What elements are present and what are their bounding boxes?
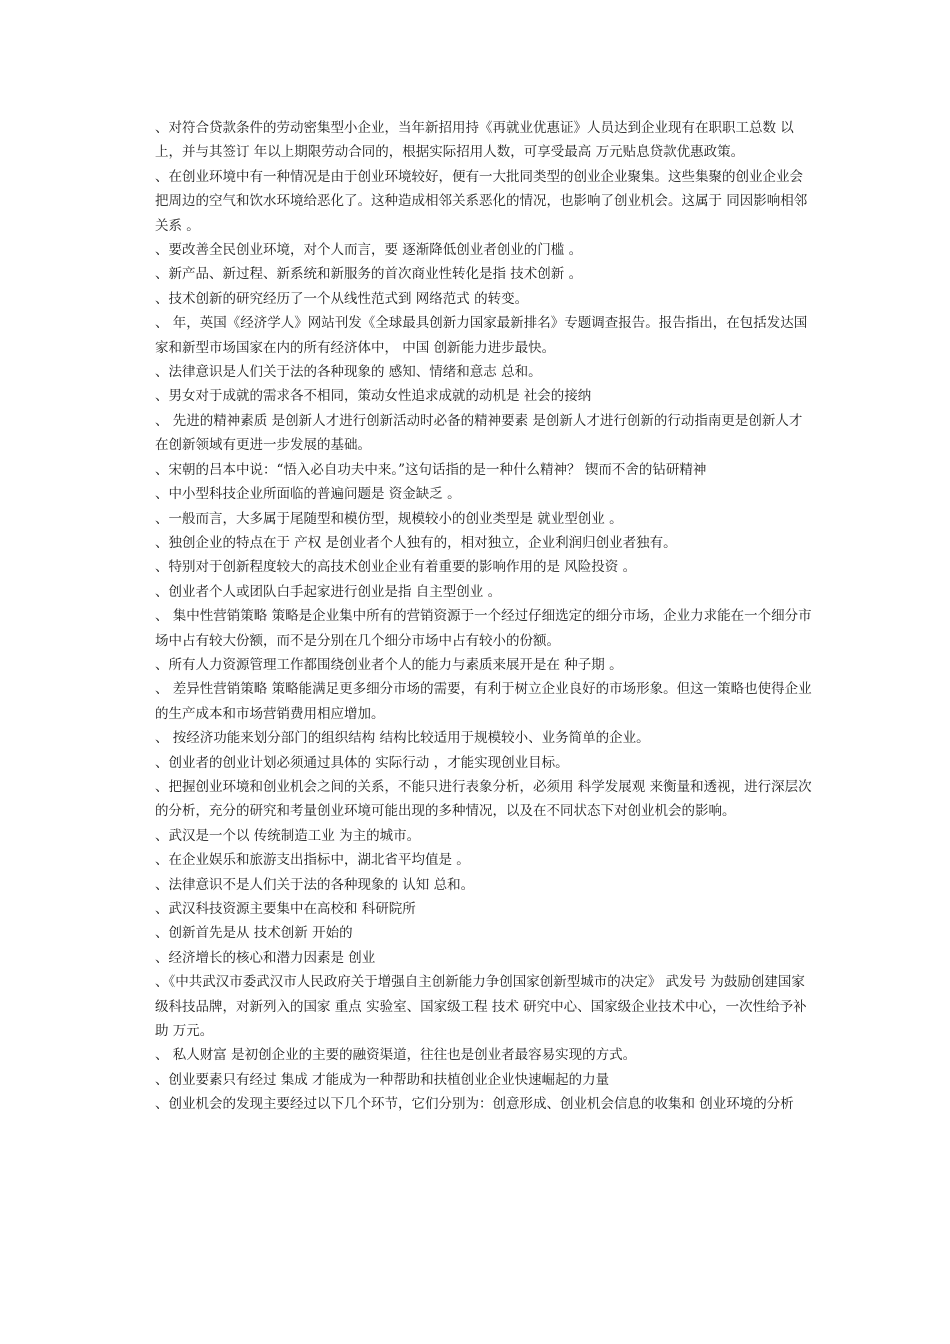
item-text: 、创业者个人或团队白手起家进行创业是指 自主型创业 。 [155,583,502,600]
item-text: 、武汉是一个以 传统制造工业 为主的城市。 [155,827,421,844]
list-item [155,165,815,238]
list-item [155,360,815,384]
list-item [155,458,815,482]
item-text: 、新产品、新过程、新系统和新服务的首次商业性转化是指 技术创新 。 [155,266,583,283]
item-text: 、创业机会的发现主要经过以下几个环节，它们分别为：创意形成、创业机会信息的收集和 创业环境的分析 [155,1096,794,1113]
list-item [155,970,815,1043]
item-text: 、法律意识不是人们关于法的各种现象的 认知 总和。 [155,876,475,893]
list-item [155,604,815,653]
list-item [155,873,815,897]
item-text: 、要改善全民创业环境，对个人而言，要 逐渐降低创业者创业的门槛 。 [155,242,583,259]
item-text: 、宋朝的吕本中说：“悟入必自功夫中来。”这句话指的是一种什么精神？ 锲而不舍的钻研精神 [155,461,707,478]
item-text: 、法律意识是人们关于法的各种现象的 感知、情绪和意志 总和。 [155,364,542,381]
list-item [155,384,815,408]
list-item [155,580,815,604]
list-item [155,531,815,555]
list-item [155,775,815,824]
item-text: 、 差异性营销策略 策略能满足更多细分市场的需要，有利于树立企业良好的市场形象。但这一策略也使得企业的生产成本和市场营销费用相应增加。 [155,681,812,722]
list-item [155,848,815,872]
item-text: 、所有人力资源管理工作都围绕创业者个人的能力与素质来展开是在 种子期 。 [155,656,623,673]
item-text: 、 集中性营销策略 策略是企业集中所有的营销资源于一个经过仔细选定的细分市场，企业力求能在一个细分市场中占有较大份额，而不是分别在几个细分市场中占有较小的份额。 [155,608,812,649]
item-text: 、武汉科技资源主要集中在高校和 科研院所 [155,901,416,917]
item-text: 、创新首先是从 技术创新 开始的 [155,925,353,942]
item-text: 、独创企业的特点在于 产权 是创业者个人独有的，相对独立，企业利润归创业者独有。 [155,534,677,551]
list-item [155,897,815,921]
item-text: 、把握创业环境和创业机会之间的关系，不能只进行表象分析，必须用 科学发展观 来衡量和透视，进行深层次的分析，充分的研究和考量创业环境可能出现的多种情况，以及在不同状态下对创业机会的影响。 [155,778,812,820]
item-text: 、 按经济功能来划分部门的组织结构 结构比较适用于规模较小、业务简单的企业。 [155,730,650,747]
list-item [155,555,815,579]
question-list [155,116,815,1117]
list-item [155,1043,815,1067]
item-text: 、创业者的创业计划必须通过具体的 实际行动 ，才能实现创业目标。 [155,754,569,771]
item-text: 、男女对于成就的需求各不相同，策动女性追求成就的动机是 社会的接纳 [155,388,592,405]
item-text: 、 私人财富 是初创企业的主要的融资渠道，往往也是创业者最容易实现的方式。 [155,1047,637,1064]
list-item [155,262,815,286]
item-text: 、 先进的精神素质 是创新人才进行创新活动时必备的精神要素 是创新人才进行创新的行动指南更是创新人才在创新领域有更进一步发展的基础。 [155,412,803,454]
list-item [155,311,815,360]
list-item [155,751,815,775]
list-item [155,1092,815,1116]
item-text: 、在创业环境中有一种情况是由于创业环境较好，便有一大批同类型的创业企业聚集。这些集聚的创业企业会把周边的空气和饮水环境给恶化了。这种造成相邻关系恶化的情况，也影响了创业机会。这属于 同因影响相邻关系 。 [155,168,808,234]
list-item [155,677,815,726]
item-text: 、经济增长的核心和潜力因素是 创业 [155,949,376,966]
list-item [155,921,815,945]
list-item [155,946,815,970]
list-item [155,653,815,677]
item-text: 、《中共武汉市委武汉市人民政府关于增强自主创新能力争创国家创新型城市的决定》 武发号 为鼓励创建国家级科技品牌，对新列入的国家 重点 实验室、国家级工程 技术 研究中心、国家级企业技术中心，一次性给予补助 万元。 [155,974,807,1040]
item-text: 、中小型科技企业所面临的普遍问题是 资金缺乏 。 [155,486,461,503]
list-item [155,287,815,311]
item-text: 、 年，英国《经济学人》网站刊发《全球最具创新力国家最新排名》专题调查报告。报告指出，在包括发达国家和新型市场国家在内的所有经济体中， 中国 创新能力进步最快。 [155,315,808,356]
item-text: 、对符合贷款条件的劳动密集型小企业，当年新招用持《再就业优惠证》人员达到企业现有在职职工总数 以上，并与其签订 年以上期限劳动合同的，根据实际招用人数，可享受最高 万元贴息贷款优惠政策。 [155,120,794,161]
item-text: 、技术创新的研究经历了一个从线性范式到 网络范式 的转变。 [155,290,529,307]
item-text: 、一般而言，大多属于尾随型和模仿型，规模较小的创业类型是 就业型创业 。 [155,510,623,527]
list-item [155,507,815,531]
list-item [155,824,815,848]
list-item [155,409,815,458]
list-item [155,116,815,165]
list-item [155,482,815,506]
list-item [155,726,815,750]
item-text: 、在企业娱乐和旅游支出指标中，湖北省平均值是 。 [155,852,470,869]
list-item [155,1068,815,1092]
item-text: 、创业要素只有经过 集成 才能成为一种帮助和扶植创业企业快速崛起的力量 [155,1071,610,1088]
list-item [155,238,815,262]
item-text: 、特别对于创新程度较大的高技术创业企业有着重要的影响作用的是 风险投资 。 [155,559,637,576]
